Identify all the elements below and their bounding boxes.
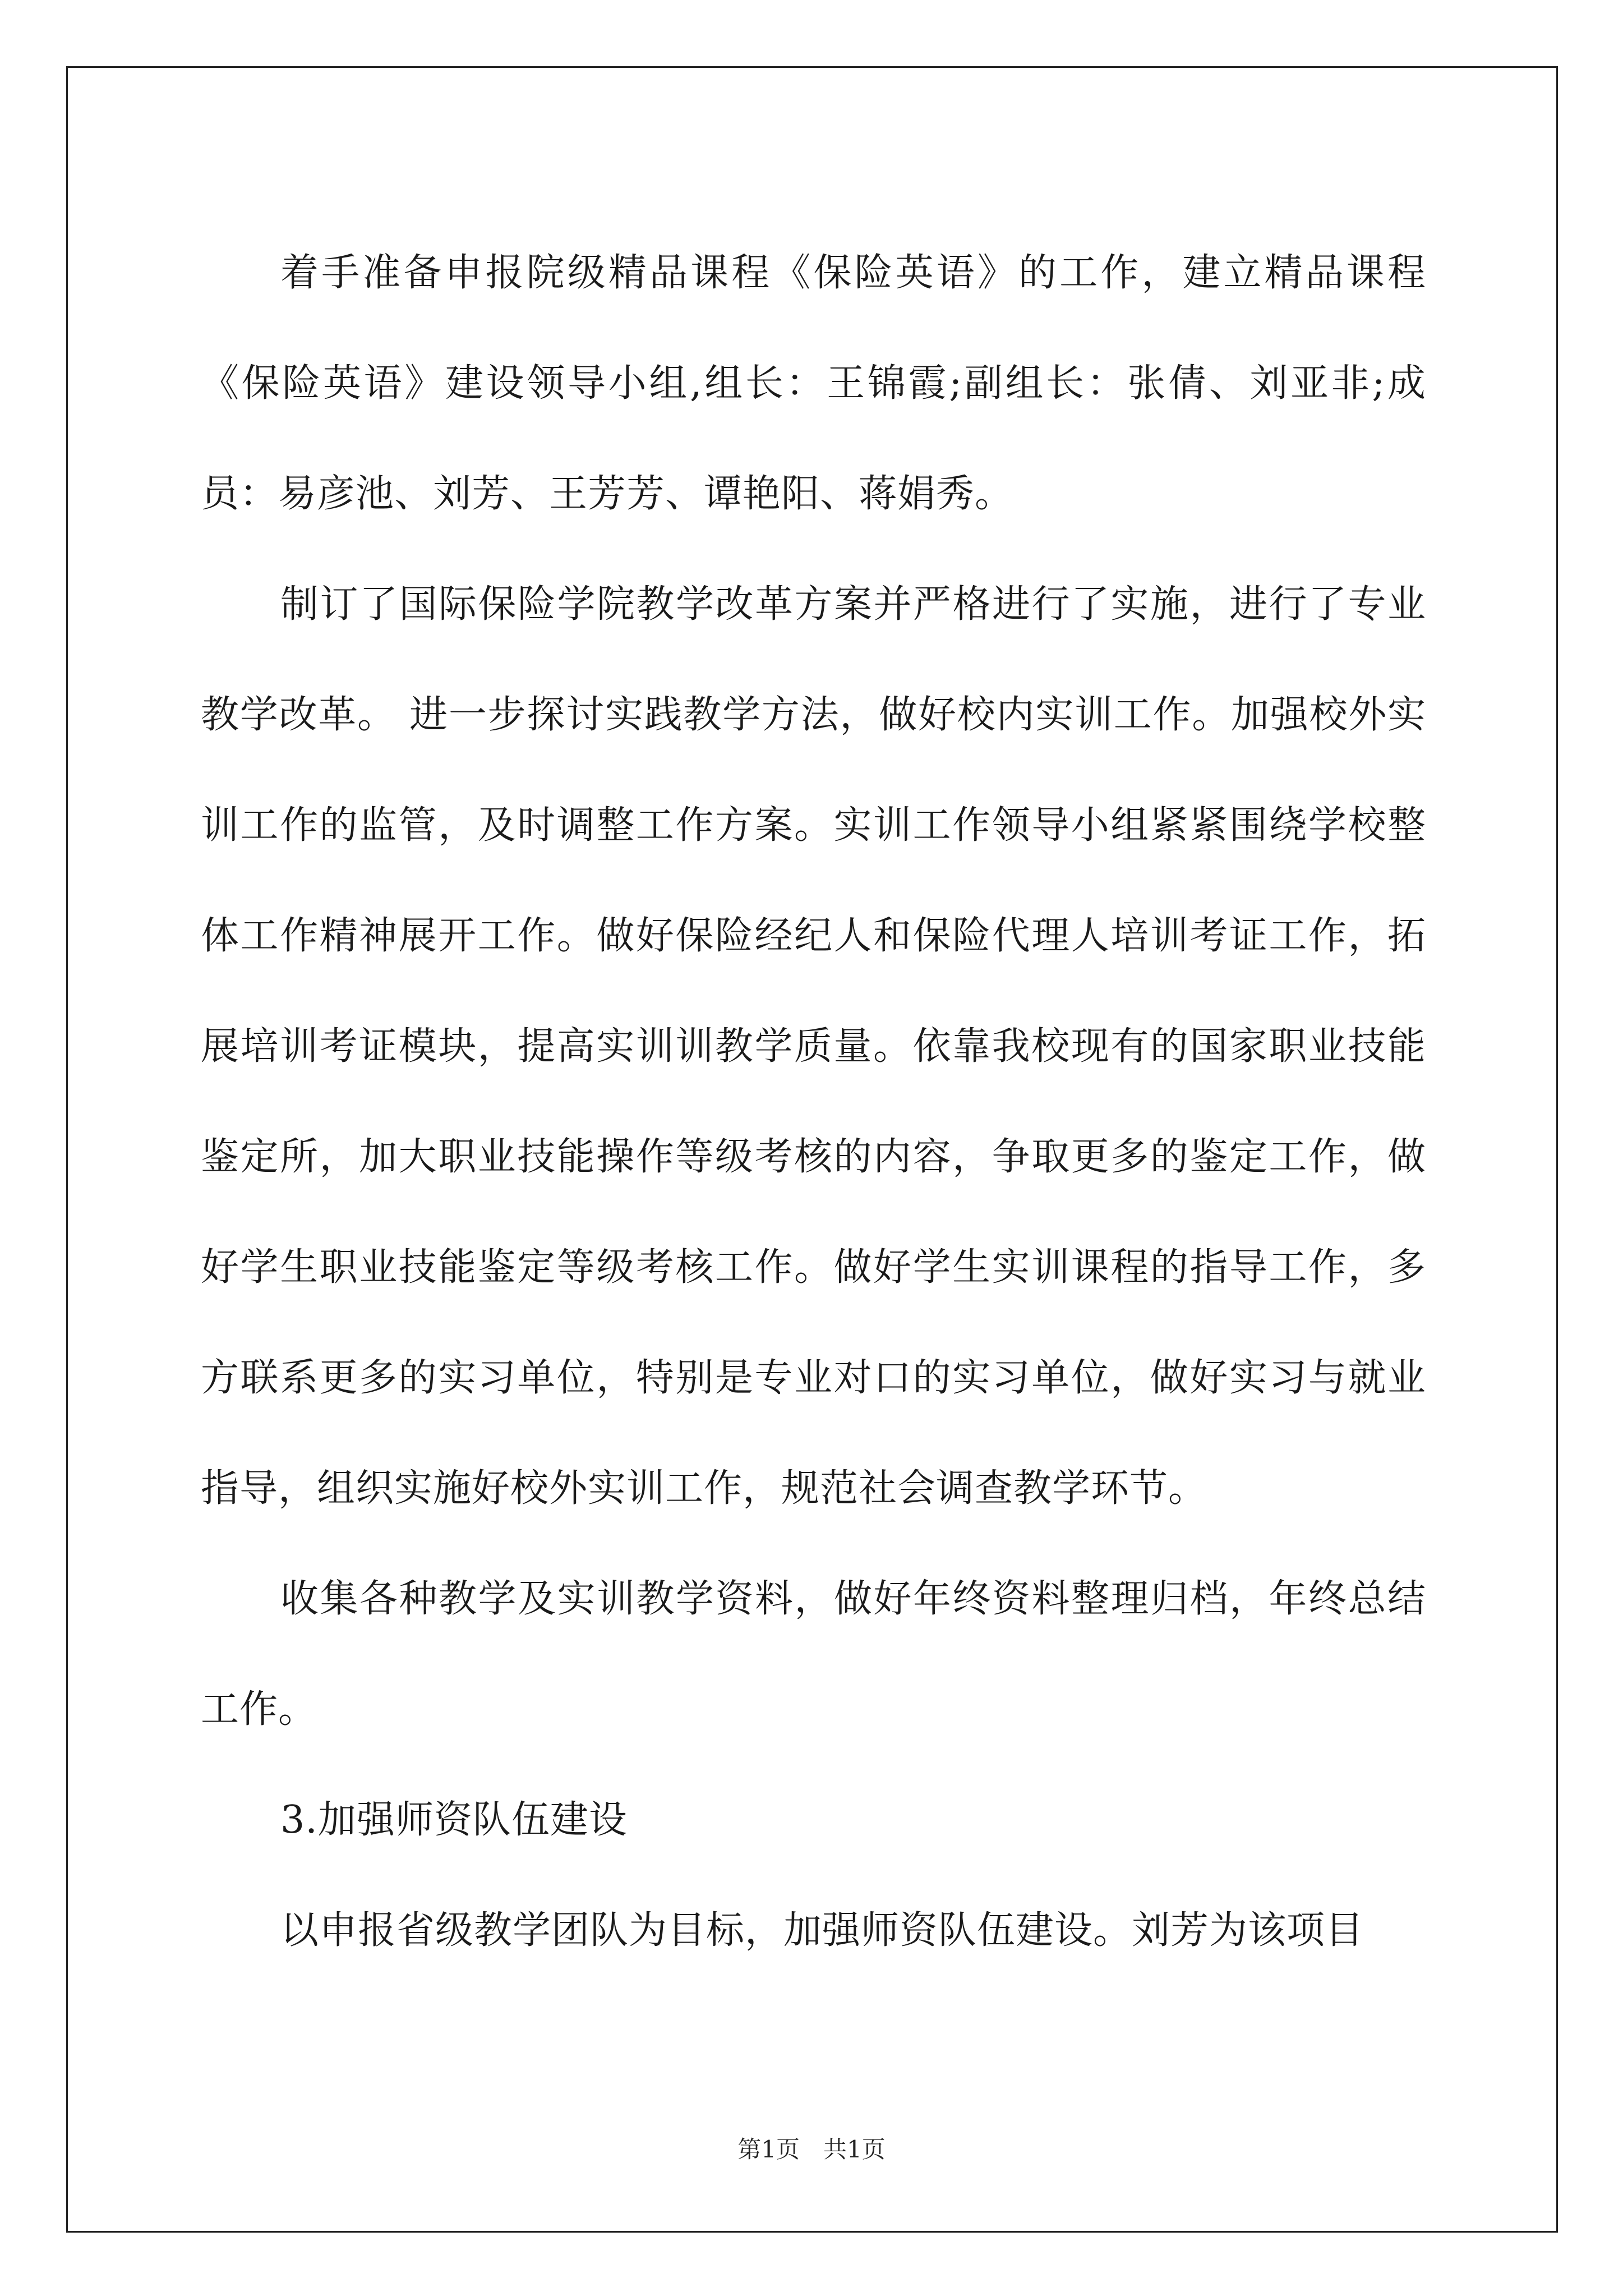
- paragraph-teaching-reform: 制订了国际保险学院教学改革方案并严格进行了实施，进行了专业教学改革。 进一步探讨实践教学方法，做好校内实训工作。加强校外实训工作的监管，及时调整工作方案。实训工作领导小组紧紧围绕学校整体工作精神展开工作。做好保险经纪人和保险代理人培训考证工作，拓展培训考证模块，提高实训训教学质量。依靠我校现有的国家职业技能鉴定所，加大职业技能操作等级考核的内容，争取更多的鉴定工作，做好学生职业技能鉴定等级考核工作。做好学生实训课程的指导工作，多方联系更多的实习单位，特别是专业对口的实习单位，做好实习与就业指导，组织实施好校外实训工作，规范社会调查教学环节。: [201, 582, 1426, 1511]
- document-body: [201, 218, 1426, 1986]
- page-number-total: 共1页: [823, 2136, 886, 2163]
- section-heading-faculty: 3.加强师资队伍建设: [280, 1798, 628, 1842]
- page-number-current: 第1页: [737, 2136, 800, 2163]
- paragraph-archiving: 收集各种教学及实训教学资料，做好年终资料整理归档，年终总结工作。: [201, 1577, 1426, 1732]
- page-footer: [0, 2133, 1623, 2166]
- paragraph-faculty-team: 以申报省级教学团队为目标，加强师资队伍建设。刘芳为该项目: [280, 1908, 1364, 1953]
- paragraph-course-application: 着手准备申报院级精品课程《保险英语》的工作，建立精品课程《保险英语》建设领导小组,组长：王锦霞;副组长：张倩、刘亚非;成员：易彦池、刘芳、王芳芳、谭艳阳、蒋娟秀。: [201, 251, 1426, 516]
